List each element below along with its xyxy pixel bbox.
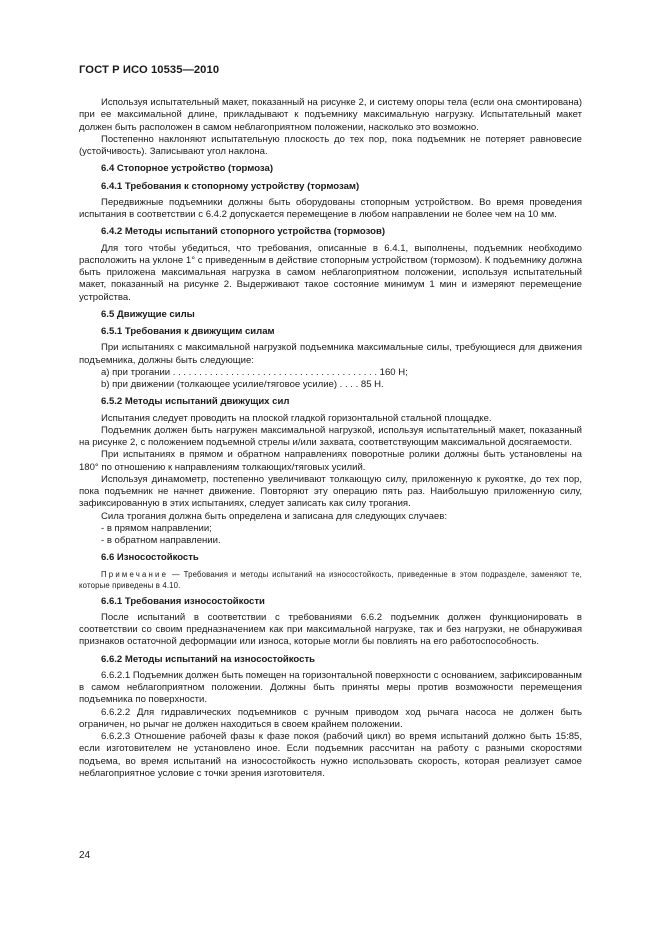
paragraph-loading: Подъемник должен быть нагружен максимальной нагрузкой, используя испытательный макет, показанный на рисунке 2, с положением подъемной стрелы и/или захвата, соответствующим максимальной досягаемости. — [79, 424, 582, 448]
paragraph-test-surface: Испытания следует проводить на плоской гладкой горизонтальной стальной площадке. — [101, 412, 492, 424]
standard-header: ГОСТ Р ИСО 10535—2010 — [79, 64, 220, 76]
section-heading-6-4: 6.4 Стопорное устройство (тормоза) — [101, 163, 274, 175]
paragraph-castors: При испытаниях в прямом и обратном направлениях поворотные ролики должны быть установлены на 180° по отношению к направлениям толкающих/тяговых усилий. — [79, 449, 582, 473]
page-body — [79, 97, 582, 780]
paragraph-6-6-2-2: 6.6.2.2 Для гидравлических подъемников с ручным приводом ход рычага насоса не должен быть ограничен, но рычаг не должен находиться в своем крайнем положении. — [79, 706, 582, 730]
list-item-starting-force: a) при трогании . . . . . . . . . . . . . . . . . . . . . . . . . . . . . . . . . . . . . . . 160 Н; — [101, 366, 408, 378]
section-heading-6-4-1: 6.4.1 Требования к стопорному устройству (тормозам) — [101, 180, 360, 192]
note-text: — Требования и методы испытаний на износостойкость, приведенные в этом подразделе, заменяют те, которые приведены в 4.10. — [79, 569, 582, 590]
paragraph-driving-forces: При испытаниях с максимальной нагрузкой подъемника максимальные силы, требующиеся для движения подъемника, должны быть следующие: — [79, 342, 582, 366]
page-number: 24 — [79, 850, 91, 861]
list-item-moving-force: b) при движении (толкающее усилие/тяговое усилие) . . . . 85 Н. — [101, 379, 384, 390]
section-heading-6-5-1: 6.5.1 Требования к движущим силам — [101, 326, 275, 337]
note — [79, 569, 582, 591]
list-item-forward: - в прямом направлении; — [101, 522, 212, 534]
paragraph-brake-test-method: Для того чтобы убедиться, что требования, описанные в 6.4.1, выполнены, подъемник необходимо расположить на уклоне 1° с приведенным в действие стопорным устройством (тормозом). К подъемнику должна быть приложена максимальная нагрузка в самом неблагоприятном положении, используя испытательный макет, показанный на рисунке 2. Выдерживают такое состояние минимум 1 мин и измеряют перемещение устройства. — [79, 242, 582, 303]
section-heading-6-4-2: 6.4.2 Методы испытаний стопорного устройства (тормозов) — [101, 226, 386, 238]
section-heading-6-6: 6.6 Износостойкость — [101, 552, 199, 564]
section-heading-6-5-2: 6.5.2 Методы испытаний движущих сил — [101, 396, 290, 408]
list-item-reverse: - в обратном направлении. — [101, 535, 221, 546]
note-label: Примечание — [101, 569, 169, 579]
paragraph-6-6-2-1: 6.6.2.1 Подъемник должен быть помещен на горизонтальной поверхности с основанием, зафиксированным в самом неблагоприятном положении. Должны быть приняты меры против возможности перемещения подъемника по поверхности. — [79, 669, 582, 706]
section-heading-6-6-2: 6.6.2 Методы испытаний на износостойкость — [101, 653, 315, 665]
paragraph-6-6-2-3: 6.6.2.3 Отношение рабочей фазы к фазе покоя (рабочий цикл) во время испытаний должно быть 15:85, если изготовителем не установлено иное. Если подъемник рассчитан на работу с разными скоростями подъема, во время испытаний на износостойкость нужно использовать скорость, которая реализует самое неблагоприятное условие с точки зрения изготовителя. — [79, 731, 582, 779]
section-heading-6-6-1: 6.6.1 Требования износостойкости — [101, 595, 265, 607]
paragraph-starting-force-cases: Сила трогания должна быть определена и записана для следующих случаев: — [101, 510, 447, 522]
paragraph-test-mockup: Используя испытательный макет, показанный на рисунке 2, и систему опоры тела (если она смонтирована) при ее максимальной длине, прикладывают к подъемнику максимальную нагрузку. Испытательный макет должен быть расположен в самом неблагоприятном положении, насколько это возможно. — [79, 97, 582, 133]
paragraph-tilt-plane: Постепенно наклоняют испытательную плоскость до тех пор, пока подъемник не потеряет равновесие (устойчивость). Записывают угол наклона. — [79, 133, 582, 157]
paragraph-durability-requirements: После испытаний в соответствии с требованиями 6.6.2 подъемник должен функционировать в соответствии со своим предназначением как при максимальной нагрузке, так и без нагрузки, не обнаруживая признаков остаточной деформации или износа, которые могли бы повлиять на его работоспособность. — [79, 611, 582, 648]
paragraph-dynamometer: Используя динамометр, постепенно увеличивают толкающую силу, приложенную к рукоятке, до тех пор, пока подъемник не начнет движение. Повторяют эту операцию пять раз. Наибольшую приложенную силу, зафиксированную в этих испытаниях, следует записать как силу трогания. — [79, 473, 582, 510]
paragraph-brake-requirements: Передвижные подъемники должны быть оборудованы стопорным устройством. Во время проведения испытания в соответствии с 6.4.2 допускается перемещение в любом направлении не более чем на 10 мм. — [79, 196, 582, 220]
section-heading-6-5: 6.5 Движущие силы — [101, 308, 195, 320]
